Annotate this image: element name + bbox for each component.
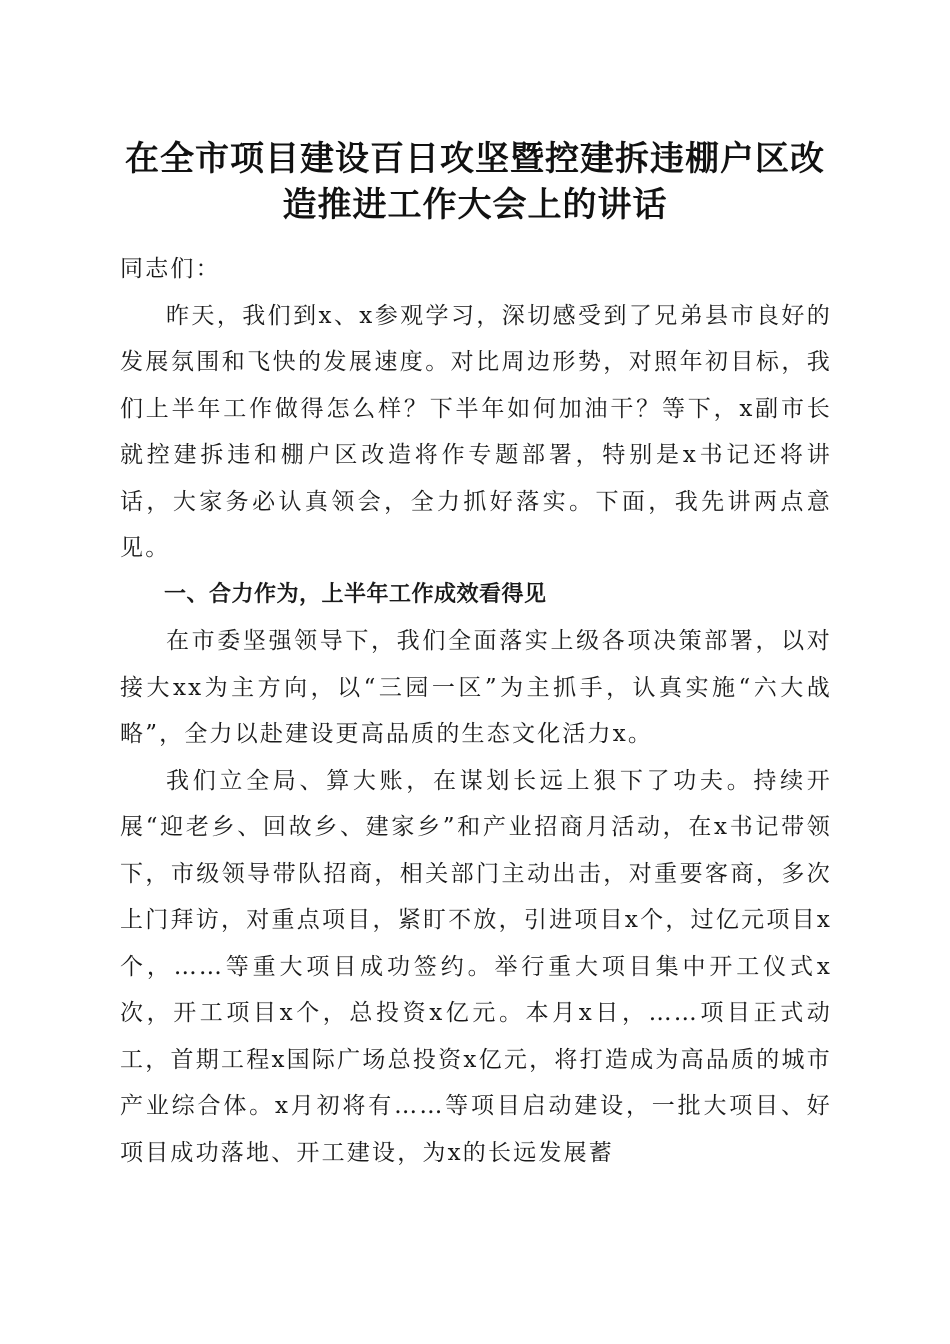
document-body xyxy=(120,246,832,1176)
document-title xyxy=(100,136,850,228)
salutation: 同志们： xyxy=(120,256,221,282)
paragraph-planning: 我们立全局、算大账，在谋划长远上狠下了功夫。持续开展“迎老乡、回故乡、建家乡”和产业招商月活动，在x书记带领下，市级领导带队招商，相关部门主动出击，对重要客商，多次上门拜访，对重点项目，紧盯不放，引进项目x个，过亿元项目x个，……等重大项目成功签约。举行重大项目集中开工仪式x次，开工项目x个，总投资x亿元。本月x日，……项目正式动工，首期工程x国际广场总投资x亿元，将打造成为高品质的城市产业综合体。x月初将有……等项目启动建设，一批大项目、好项目成功落地、开工建设，为x的长远发展蓄 xyxy=(120,767,832,1166)
title-line-2: 造推进工作大会上的讲话 xyxy=(282,185,668,225)
section-heading-1: 一、合力作为，上半年工作成效看得见 xyxy=(164,581,547,607)
paragraph-leadership: 在市委坚强领导下，我们全面落实上级各项决策部署，以对接大xx为主方向，以“三园一区”为主抓手，认真实施“六大战略”，全力以赴建设更高品质的生态文化活力x。 xyxy=(120,628,832,747)
title-line-1: 在全市项目建设百日攻坚暨控建拆违棚户区改 xyxy=(125,139,825,179)
paragraph-intro: 昨天，我们到x、x参观学习，深切感受到了兄弟县市良好的发展氛围和飞快的发展速度。对比周边形势，对照年初目标，我们上半年工作做得怎么样？下半年如何加油干？等下，x副市长就控建拆违和棚户区改造将作专题部署，特别是x书记还将讲话，大家务必认真领会，全力抓好落实。下面，我先讲两点意见。 xyxy=(120,302,832,561)
